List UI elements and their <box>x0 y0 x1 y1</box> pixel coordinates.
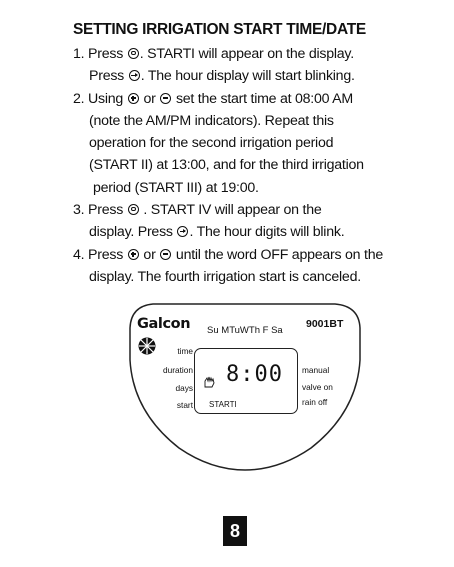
step-text: display. Press <box>89 224 177 241</box>
instruction-steps <box>73 43 443 288</box>
step-2-line-2: (note the AM/PM indicators). Repeat this <box>89 112 334 129</box>
brand-logo: Galcon <box>137 316 191 332</box>
step-text: 2. Using <box>73 90 127 107</box>
step-2 <box>73 88 443 199</box>
step-text: Press <box>89 68 128 85</box>
label-rain-off: rain off <box>302 397 328 407</box>
enter-button-icon <box>177 226 188 237</box>
step-text: . The hour digits will blink. <box>189 224 345 241</box>
step-text: . The hour display will start blinking. <box>140 68 355 85</box>
label-valve-on: valve on <box>302 382 333 392</box>
step-text: until the word OFF appears on the <box>172 246 383 263</box>
weekday-indicators <box>207 325 283 336</box>
plus-button-icon <box>128 93 139 104</box>
day-th: Th <box>248 325 260 336</box>
program-button-icon <box>128 48 139 59</box>
label-time: time <box>177 346 193 356</box>
step-1-line-2 <box>73 65 443 87</box>
step-4-line-2: display. The fourth irrigation start is canceled. <box>89 268 361 285</box>
model-number: 9001BT <box>306 318 344 330</box>
day-w: W <box>239 325 249 336</box>
step-4-line-1 <box>73 244 443 266</box>
step-3-line-2 <box>73 221 443 243</box>
minus-button-icon <box>160 249 171 260</box>
step-4 <box>73 244 443 289</box>
step-text: or <box>139 90 160 107</box>
label-start: start <box>176 400 193 410</box>
enter-button-icon <box>129 70 140 81</box>
step-2-line-1 <box>73 88 443 110</box>
lcd-screen <box>194 348 298 414</box>
page-number: 8 <box>223 516 247 546</box>
step-2-line-4: (START II) at 13:00, and for the third irrigation <box>89 157 364 174</box>
step-3 <box>73 199 443 244</box>
step-1-line-1 <box>73 43 443 65</box>
day-sa: Sa <box>271 325 283 336</box>
step-text: or <box>139 246 160 263</box>
controller-illustration <box>123 300 363 475</box>
hand-icon <box>202 375 216 389</box>
step-2-line-3: operation for the second irrigation period <box>89 135 334 152</box>
label-manual: manual <box>302 365 330 375</box>
step-text: 1. Press <box>73 46 127 62</box>
step-text: . STARTI will appear on the display. <box>139 46 354 62</box>
time-readout: 8:00 <box>226 362 283 387</box>
step-text: 4. Press <box>73 246 127 263</box>
section-heading: SETTING IRRIGATION START TIME/DATE <box>73 21 366 38</box>
day-m: M <box>221 325 230 336</box>
program-button-icon <box>128 204 139 215</box>
step-1 <box>73 43 443 88</box>
day-tu: Tu <box>229 325 240 336</box>
day-f: F <box>262 325 269 336</box>
minus-button-icon <box>160 93 171 104</box>
step-text: set the start time at 08:00 AM <box>172 90 353 107</box>
step-text: 3. Press <box>73 202 127 219</box>
label-days: days <box>175 383 193 393</box>
plus-button-icon <box>128 249 139 260</box>
day-su: Su <box>207 325 219 336</box>
step-2-line-5: period (START III) at 19:00. <box>93 179 259 196</box>
step-text: . START IV will appear on the <box>139 202 322 219</box>
step-3-line-1 <box>73 199 443 221</box>
label-duration: duration <box>163 365 193 375</box>
start-indicator: STARTI <box>209 400 237 409</box>
